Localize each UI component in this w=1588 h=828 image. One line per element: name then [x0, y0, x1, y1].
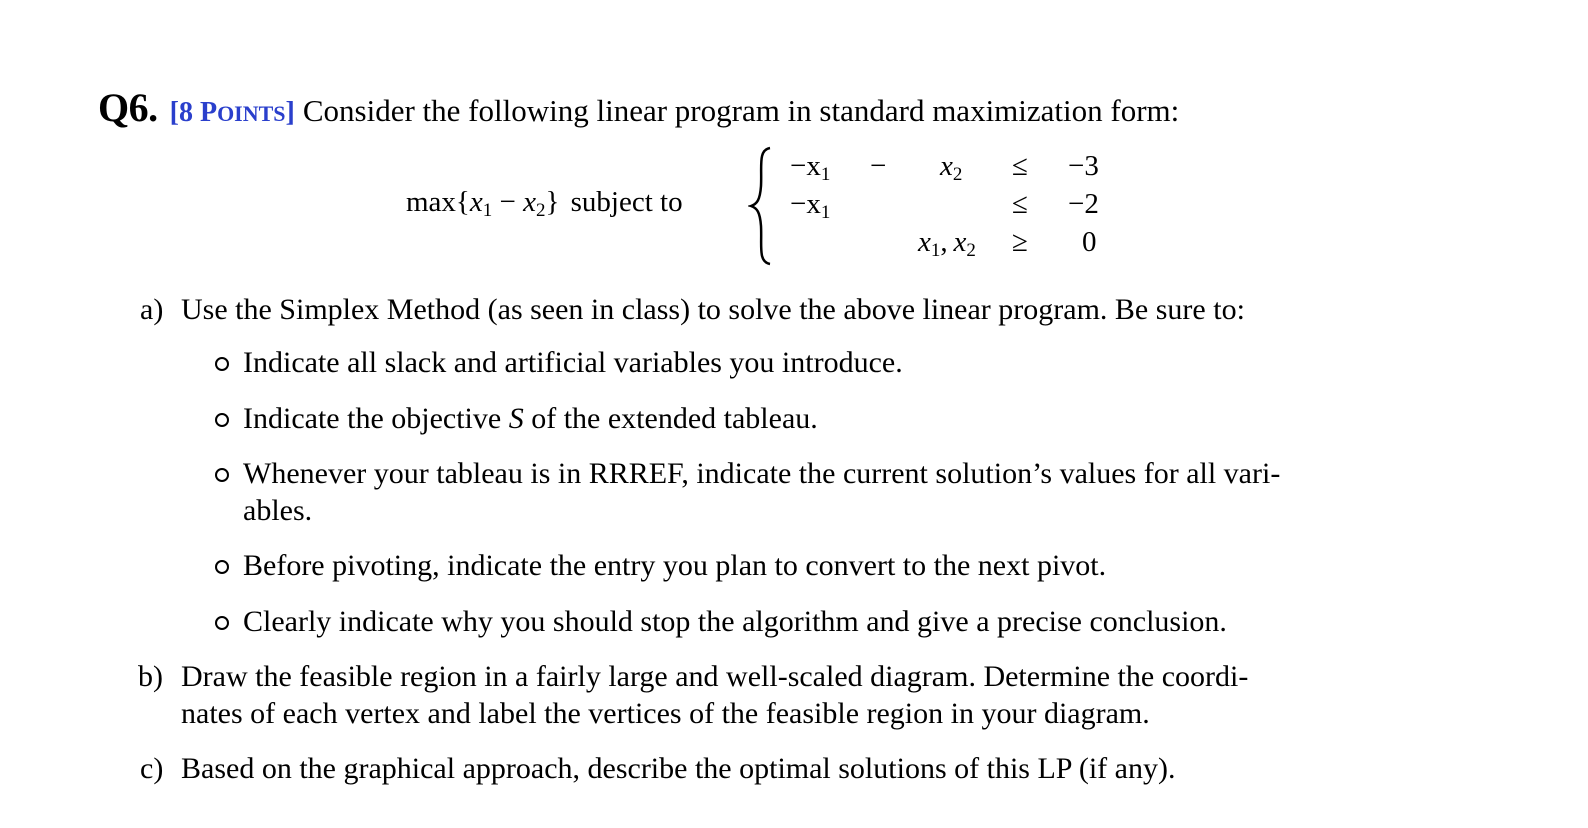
part-a-bullet-3: Whenever your tableau is in RRREF, indicate the current solution’s values for all vari-: [243, 457, 1281, 490]
objective: max{x1 − x2} subject to: [406, 186, 683, 221]
left-brace-icon: [748, 146, 774, 266]
part-a-bullet-1: Indicate all slack and artificial variables you introduce.: [243, 346, 903, 379]
part-c-text: Based on the graphical approach, describe the optimal solutions of this LP (if any).: [181, 752, 1176, 785]
part-b-line-1: Draw the feasible region in a fairly large and well-scaled diagram. Determine the coordi-: [181, 660, 1249, 693]
part-b-label: b): [138, 660, 163, 693]
part-c-label: c): [140, 752, 164, 785]
part-a-bullet-5: Clearly indicate why you should stop the algorithm and give a precise conclusion.: [243, 605, 1227, 638]
row2-rhs: −2: [1068, 188, 1099, 220]
row1-minus: −: [870, 150, 887, 182]
bullet-icon: [215, 468, 229, 482]
row2-leq: ≤: [1012, 188, 1028, 220]
row3-rhs: 0: [1082, 226, 1097, 258]
bullet-icon: [215, 357, 229, 371]
row2-x1: −x1: [790, 188, 831, 223]
question-header: [98, 85, 1180, 130]
part-a-bullet-3-cont: ables.: [243, 494, 313, 527]
row1-rhs: −3: [1068, 150, 1099, 182]
bullet-icon: [215, 616, 229, 630]
row3-vars: x1, x2: [918, 226, 976, 261]
part-a-bullet-2: Indicate the objective S of the extended tableau.: [243, 402, 818, 435]
bullet-icon: [215, 560, 229, 574]
part-b-line-2: nates of each vertex and label the vertices of the feasible region in your diagram.: [181, 697, 1150, 730]
points-label: [8 POINTS]: [169, 97, 295, 128]
row1-leq: ≤: [1012, 150, 1028, 182]
part-a-bullet-4: Before pivoting, indicate the entry you plan to convert to the next pivot.: [243, 549, 1107, 582]
part-a-label: a): [140, 293, 164, 326]
row3-geq: ≥: [1012, 226, 1028, 258]
row1-x2: x2: [940, 150, 963, 185]
bullet-icon: [215, 413, 229, 427]
subject-to: subject to: [570, 186, 683, 218]
question-intro: Consider the following linear program in standard maximization form:: [302, 93, 1180, 128]
row1-x1: −x1: [790, 150, 831, 185]
part-a-text: Use the Simplex Method (as seen in class) to solve the above linear program. Be sure to:: [181, 293, 1245, 326]
question-number: Q6.: [98, 85, 158, 130]
